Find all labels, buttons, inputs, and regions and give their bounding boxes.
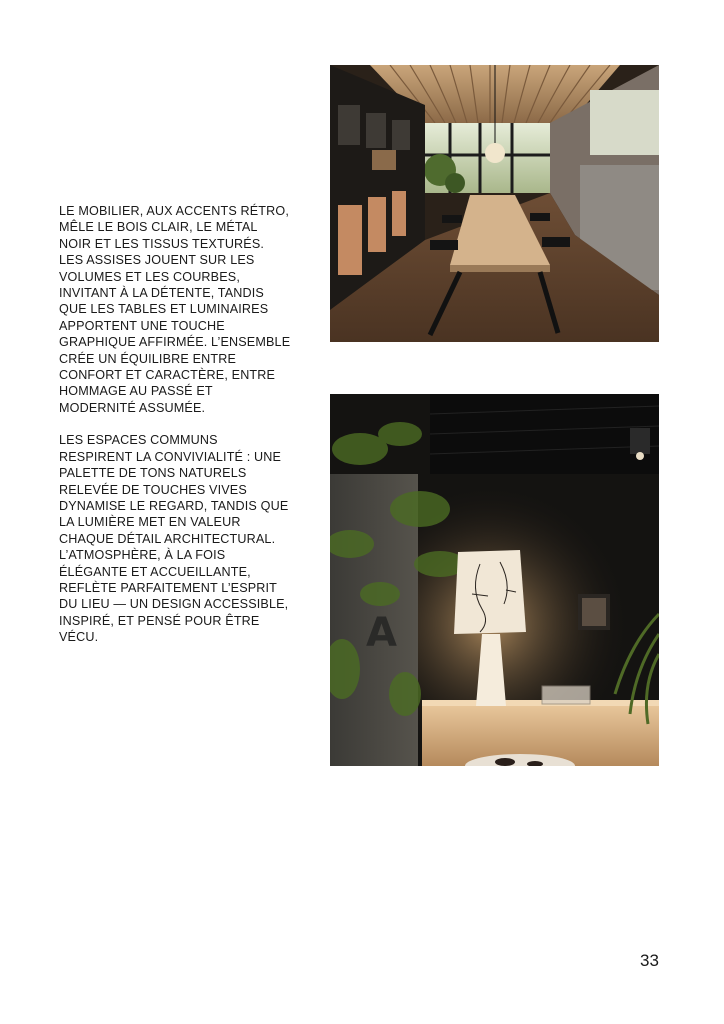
body-text [59,203,291,662]
photo-lamp-counter [330,394,659,766]
page-number: 33 [640,951,659,970]
sign-letter: A [366,610,397,656]
photo-dining-room [330,65,659,342]
paragraph-furniture: LE MOBILIER, AUX ACCENTS RÉTRO, MÊLE LE BOIS CLAIR, LE MÉTAL NOIR ET LES TISSUS TEXTURÉS. LES ASSISES JOUENT SUR LES VOLUMES ET LES COURBES, INVITANT À LA DÉTENTE, TANDIS QUE LES TABLES ET LUMINAIRES APPORTENT UNE TOUCHE GRAPHIQUE AFFIRMÉE. L’ENSEMBLE CRÉE UN ÉQUILIBRE ENTRE CONFORT ET CARACTÈRE, ENTRE HOMMAGE AU PASSÉ ET MODERNITÉ ASSUMÉE. [59,204,291,415]
paragraph-common-spaces: LES ESPACES COMMUNS RESPIRENT LA CONVIVIALITÉ : UNE PALETTE DE TONS NATURELS RELEVÉE DE TOUCHES VIVES DYNAMISE LE REGARD, TANDIS QUE LA LUMIÈRE MET EN VALEUR CHAQUE DÉTAIL ARCHITECTURAL. L’ATMOSPHÈRE, À LA FOIS ÉLÉGANTE ET ACCUEILLANTE, REFLÈTE PARFAITEMENT L’ESPRIT DU LIEU — UN DESIGN ACCESSIBLE, INSPIRÉ, ET PENSÉ POUR ÊTRE VÉCU. [59,433,289,645]
